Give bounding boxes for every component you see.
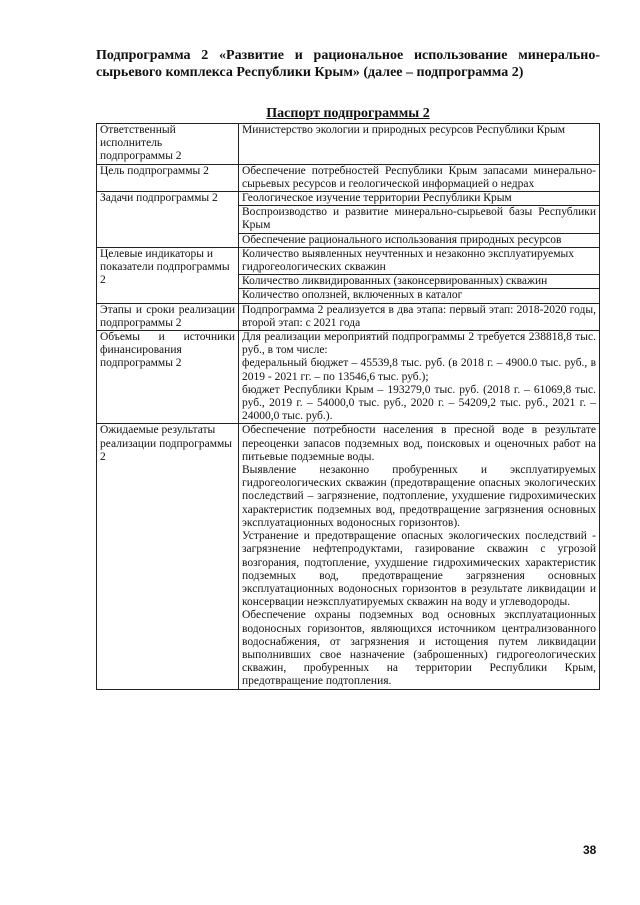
table-row	[97, 164, 600, 191]
funding-paragraph: бюджет Республики Крым – 193279,0 тыс. руб. (2018 г. – 61069,8 тыс. руб., 2019 г. – 54000,0 тыс. руб., 2020 г. – 54209,2 тыс. руб., 2021 г. – 24000,0 тыс. руб.).	[242, 383, 596, 423]
table-row	[97, 192, 600, 248]
task-item: Геологическое изучение территории Республики Крым	[239, 192, 599, 206]
indicator-item: Количество оползней, включенных в каталог	[242, 289, 463, 302]
funding-paragraph: Для реализации мероприятий подпрограммы 2 требуется 238818,8 тыс. руб., в том числе:	[242, 331, 596, 357]
row-value-indicators	[239, 247, 600, 303]
row-label-results: Ожидаемые результаты реализации подпрограммы 2	[97, 424, 239, 689]
results-paragraph: Выявление незаконно пробуренных и эксплуатируемых гидрогеологических скважин (предотвращение опасных экологических последствий – загрязнение, подтопление, ухудшение гидрохимических характеристик подземных вод, предотвращение загрязнения основных эксплуатационных водоносных горизонтов).	[242, 464, 596, 529]
table-row	[97, 124, 600, 165]
results-paragraph: Устранение и предотвращение опасных экологических последствий - загрязнение нефтепродуктами, газирование скважин с угрозой возгорания, подтопление, ухудшение гидрохимических характеристик подземных вод, предотвращение загрязнения основных эксплуатационных водоносных горизонтов в результате ликвидации и консервации неэксплуатируемых скважин на воду и углеводороды.	[242, 530, 596, 609]
table-row	[97, 247, 600, 303]
row-value-executor: Министерство экологии и природных ресурсов Республики Крым	[239, 124, 600, 165]
results-paragraph: Обеспечение охраны подземных вод основных эксплуатационных водоносных горизонтов, являющихся источником централизованного водоснабжения, от загрязнения и истощения путем ликвидации выполнивших свое назначение (заброшенных) гидрогеологических скважин, пробуренных на территории Республики Крым, предотвращение подтопления.	[242, 609, 596, 688]
row-label-indicators: Целевые индикаторы и показатели подпрограммы 2	[97, 247, 239, 303]
task-item: Воспроизводство и развитие минерально-сырьевой базы Республики Крым	[239, 206, 599, 233]
task-item: Обеспечение рационального использования природных ресурсов	[242, 233, 562, 246]
passport-heading: Паспорт подпрограммы 2	[266, 106, 430, 121]
row-label-funding: Объемы и источники финансирования подпрограммы 2	[97, 331, 239, 424]
indicator-item: Количество ликвидированных (законсервированных) скважин	[239, 275, 599, 289]
row-label-executor: Ответственный исполнитель подпрограммы 2	[97, 124, 239, 165]
row-label-stages: Этапы и сроки реализации подпрограммы 2	[97, 303, 239, 330]
row-value-goal: Обеспечение потребностей Республики Крым запасами минерально-сырьевых ресурсов и геологической информацией о недрах	[239, 164, 600, 191]
table-row	[97, 424, 600, 689]
subprogram-title: Подпрограмма 2 «Развитие и рациональное использование минерально-сырьевого комплекса Республики Крым» (далее – подпрограмма 2)	[96, 48, 600, 80]
row-value-funding	[239, 331, 600, 424]
row-label-tasks: Задачи подпрограммы 2	[97, 192, 239, 248]
page-number: 38	[583, 843, 597, 857]
row-value-tasks	[239, 192, 600, 248]
indicator-item: Количество выявленных неучтенных и незаконно эксплуатируемых гидрогеологических скважин	[239, 248, 599, 275]
funding-paragraph: федеральный бюджет – 45539,8 тыс. руб. (в 2018 г. – 4900.0 тыс. руб., в 2019 - 2021 гг. – по 13546,6 тыс. руб.);	[242, 357, 596, 383]
row-value-results	[239, 424, 600, 689]
row-label-goal: Цель подпрограммы 2	[97, 164, 239, 191]
passport-table	[96, 123, 600, 690]
row-value-stages: Подпрограмма 2 реализуется в два этапа: первый этап: 2018-2020 годы, второй этап: с 2021 года	[239, 303, 600, 330]
results-paragraph: Обеспечение потребности населения в пресной воде в результате переоценки запасов подземных вод, поисковых и оценочных работ на питьевые подземные воды.	[242, 424, 596, 463]
table-row	[97, 331, 600, 424]
table-row	[97, 303, 600, 330]
